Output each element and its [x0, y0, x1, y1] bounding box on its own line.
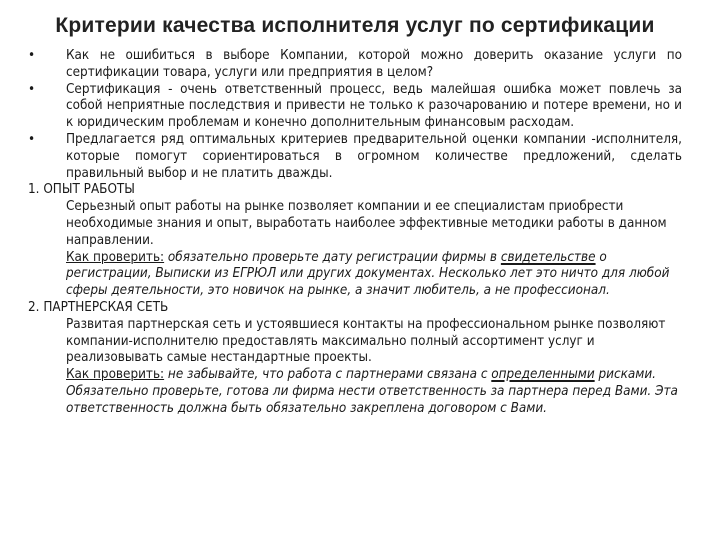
section-heading-2 — [28, 300, 682, 317]
section-text: Развитая партнерская сеть и устоявшиеся контакты на профессиональном рынке позволяют компании-исполнителю предоставлять максимально полный ассортимент услуг и реализовывать самые нестандартные проекты. — [66, 316, 666, 366]
bullet-item — [28, 48, 682, 82]
bullet-text: Предлагается ряд оптимальных критериев предварительной оценки компании -исполнителя, которые помогут сориентироваться в огромном количестве предложений, сделать правильный выбор и не платить дважды. — [66, 131, 682, 181]
bullet-marker: • — [28, 48, 36, 63]
section-title: ПАРТНЕРСКАЯ СЕТЬ — [43, 299, 169, 315]
section-body-2 — [28, 317, 682, 418]
check-text-part: рисками. Обязательно проверьте, готова ли фирма нести ответственность за партнера перед Вами. Эта ответственность должна быть обязательно закреплена договором с Вами. — [66, 367, 678, 416]
slide-title: Критерии качества исполнителя услуг по сертификации — [55, 14, 655, 37]
slide-body — [28, 48, 682, 418]
bullet-marker: • — [28, 131, 36, 147]
bullet-item — [28, 132, 682, 182]
check-paragraph — [66, 250, 682, 300]
section-title: ОПЫТ РАБОТЫ — [43, 182, 135, 198]
bullet-text: Как не ошибиться в выборе Компании, которой можно доверить оказание услуги по сертификации товара, услуги или предприятия в целом? — [66, 48, 682, 80]
check-text-underlined: свидетельстве — [500, 249, 596, 265]
bullet-text: Сертификация - очень ответственный процесс, ведь малейшая ошибка может повлечь за собой неприятные последствия и привести не только к разочарованию и потере времени, но и к юридическим проблемам и конечно дополнительным финансовым расходам. — [66, 81, 682, 131]
bullet-item — [28, 82, 682, 132]
section-heading-1 — [28, 182, 682, 199]
check-text-part: обязательно проверьте дату регистрации фирмы в — [164, 249, 501, 265]
check-label: Как проверить: — [66, 367, 165, 383]
section-number: 2. — [28, 299, 40, 315]
check-paragraph — [66, 367, 682, 417]
check-label: Как проверить: — [66, 249, 165, 265]
section-body-1 — [28, 199, 682, 300]
section-text: Серьезный опыт работы на рынке позволяет компании и ее специалистам приобрести необходимые знания и опыт, выработать наиболее эффективные методики работы в данном направлении. — [66, 199, 667, 248]
check-text-part: о регистрации, Выписки из ЕГРЮЛ или других документах. Несколько лет это ничто для любой сферы деятельности, это новичок на рынке, а значит любитель, а не профессионал. — [66, 249, 670, 299]
bullet-marker: • — [28, 81, 36, 97]
check-text-underlined: определенными — [491, 367, 595, 383]
section-number: 1. — [28, 182, 40, 198]
check-text-part: не забывайте, что работа с партнерами связана с — [164, 367, 492, 383]
